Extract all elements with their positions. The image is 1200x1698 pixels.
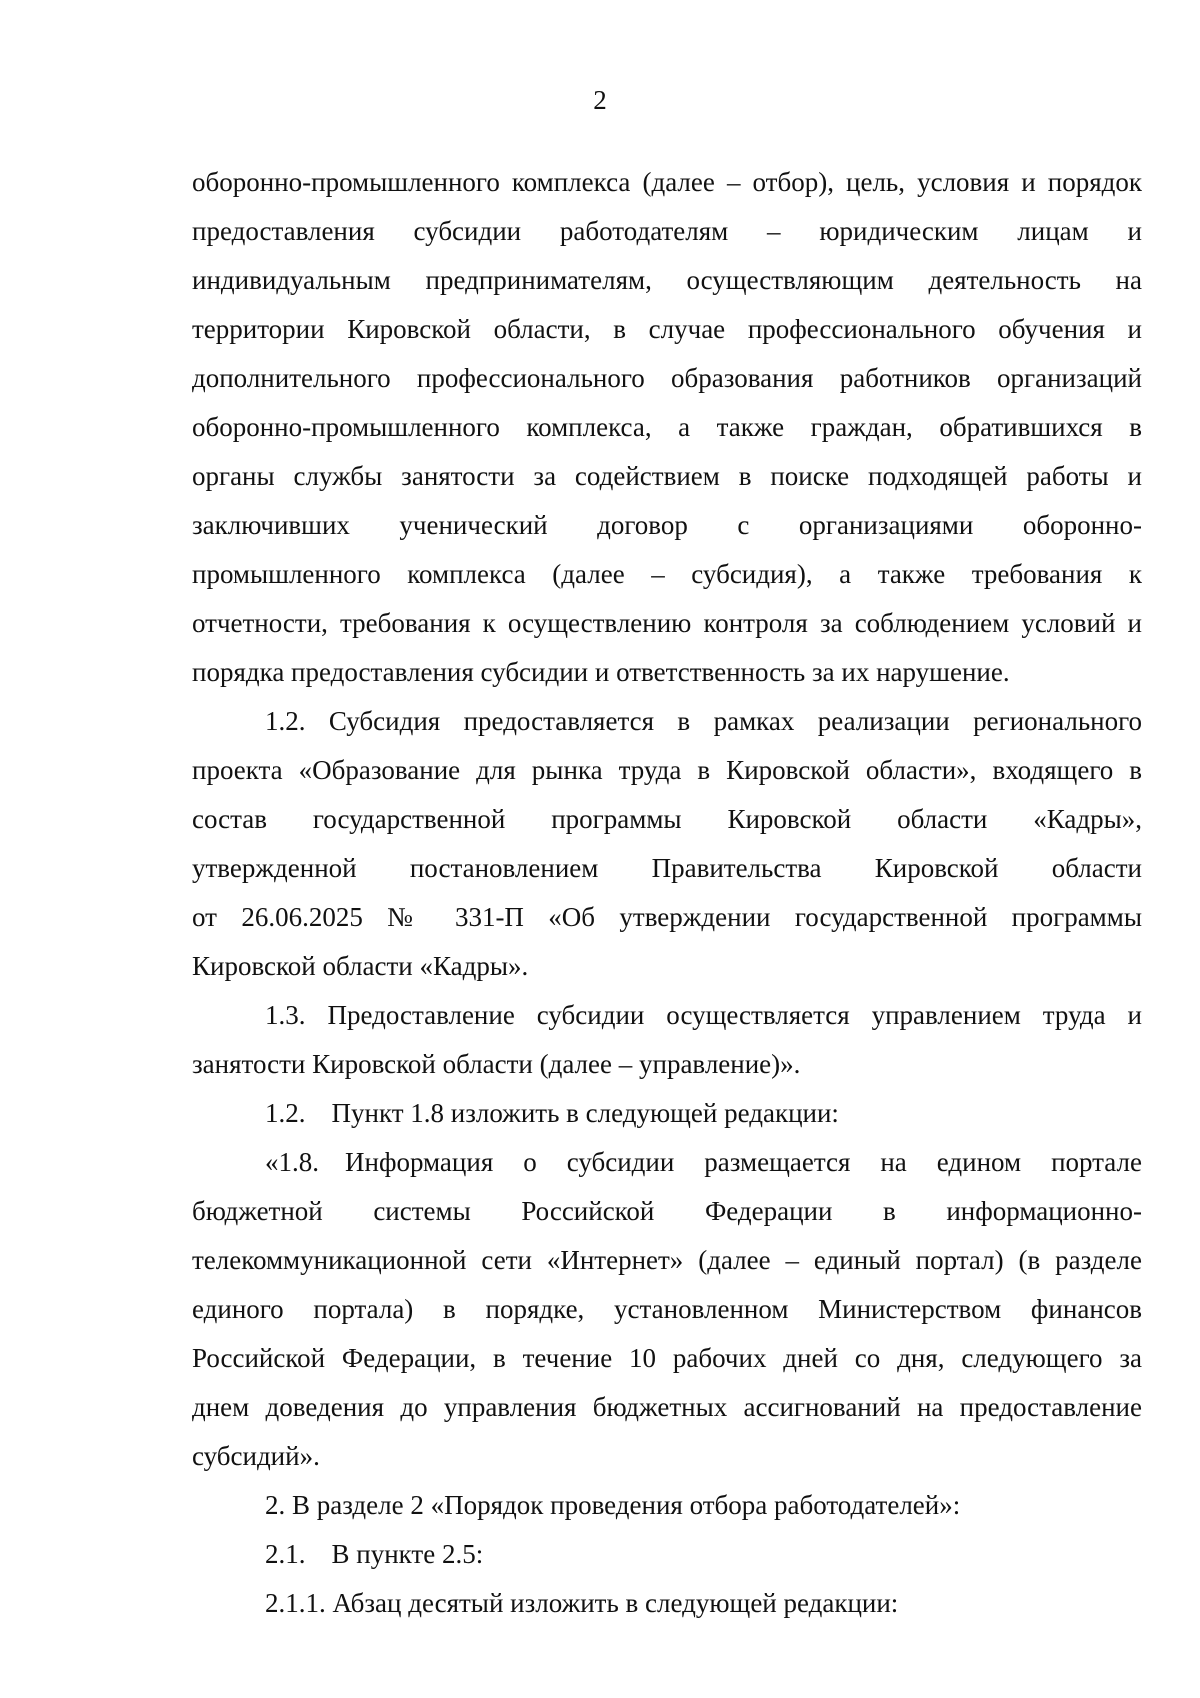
page-number: 2	[593, 85, 607, 115]
item-text: В пункте 2.5:	[331, 1539, 484, 1569]
text-line: порядка предоставления субсидии и ответственность за их нарушение.	[192, 657, 1010, 687]
text-line: предоставления субсидии работодателям – юридическим лицам и	[192, 216, 1142, 246]
paragraph-1-8-first-line	[192, 1138, 1142, 1187]
text-line: утвержденной постановлением Правительства Кировской области	[192, 853, 1142, 883]
item-number: 2.1.	[265, 1539, 306, 1569]
item-text: Информация о субсидии размещается на едином портале	[345, 1147, 1142, 1177]
text-line: оборонно-промышленного комплекса (далее – отбор), цель, условия и порядок	[192, 167, 1142, 197]
paragraph-1-2-first-line: 1.2. Субсидия предоставляется в рамках реализации регионального	[265, 706, 1142, 736]
text-line: занятости Кировской области (далее – управление)».	[192, 1049, 801, 1079]
item-number: «1.8.	[265, 1147, 319, 1177]
text-line: телекоммуникационной сети «Интернет» (далее – единый портал) (в разделе	[192, 1245, 1142, 1275]
text-line: бюджетной системы Российской Федерации в информационно-	[192, 1196, 1142, 1226]
text-line: Кировской области «Кадры».	[192, 951, 529, 981]
text-line: заключивших ученический договор с организациями оборонно-	[192, 510, 1142, 540]
text-line: единого портала) в порядке, установленном Министерством финансов	[192, 1294, 1142, 1324]
item-2-1-1-line: 2.1.1. Абзац десятый изложить в следующей редакции:	[265, 1588, 899, 1618]
text-line: отчетности, требования к осуществлению контроля за соблюдением условий и	[192, 608, 1142, 638]
text-line: днем доведения до управления бюджетных ассигнований на предоставление	[192, 1392, 1142, 1422]
text-line: от 26.06.2025 № 331-П «Об утверждении государственной программы	[192, 902, 1142, 932]
text-line: оборонно-промышленного комплекса, а также граждан, обратившихся в	[192, 412, 1142, 442]
text-line: промышленного комплекса (далее – субсидия), а также требования к	[192, 559, 1142, 589]
item-number: 1.2.	[265, 1098, 306, 1128]
text-line: проекта «Образование для рынка труда в Кировской области», входящего в	[192, 755, 1142, 785]
text-line: Российской Федерации, в течение 10 рабочих дней со дня, следующего за	[192, 1343, 1142, 1373]
text-line: состав государственной программы Кировской области «Кадры»,	[192, 804, 1142, 834]
section-2-line: 2. В разделе 2 «Порядок проведения отбора работодателей»:	[265, 1490, 961, 1520]
item-text: Пункт 1.8 изложить в следующей редакции:	[331, 1098, 839, 1128]
text-line: индивидуальным предпринимателям, осуществляющим деятельность на	[192, 265, 1142, 295]
text-line: органы службы занятости за содействием в поиске подходящей работы и	[192, 461, 1142, 491]
paragraph-1-3-first-line: 1.3. Предоставление субсидии осуществляется управлением труда и	[265, 1000, 1142, 1030]
item-2-1-line	[192, 1530, 1142, 1579]
item-1-2-line	[192, 1089, 1142, 1138]
text-line: субсидий».	[192, 1441, 320, 1471]
text-line: дополнительного профессионального образования работников организаций	[192, 363, 1142, 393]
text-line: территории Кировской области, в случае профессионального обучения и	[192, 314, 1142, 344]
document-body	[192, 158, 1142, 1628]
